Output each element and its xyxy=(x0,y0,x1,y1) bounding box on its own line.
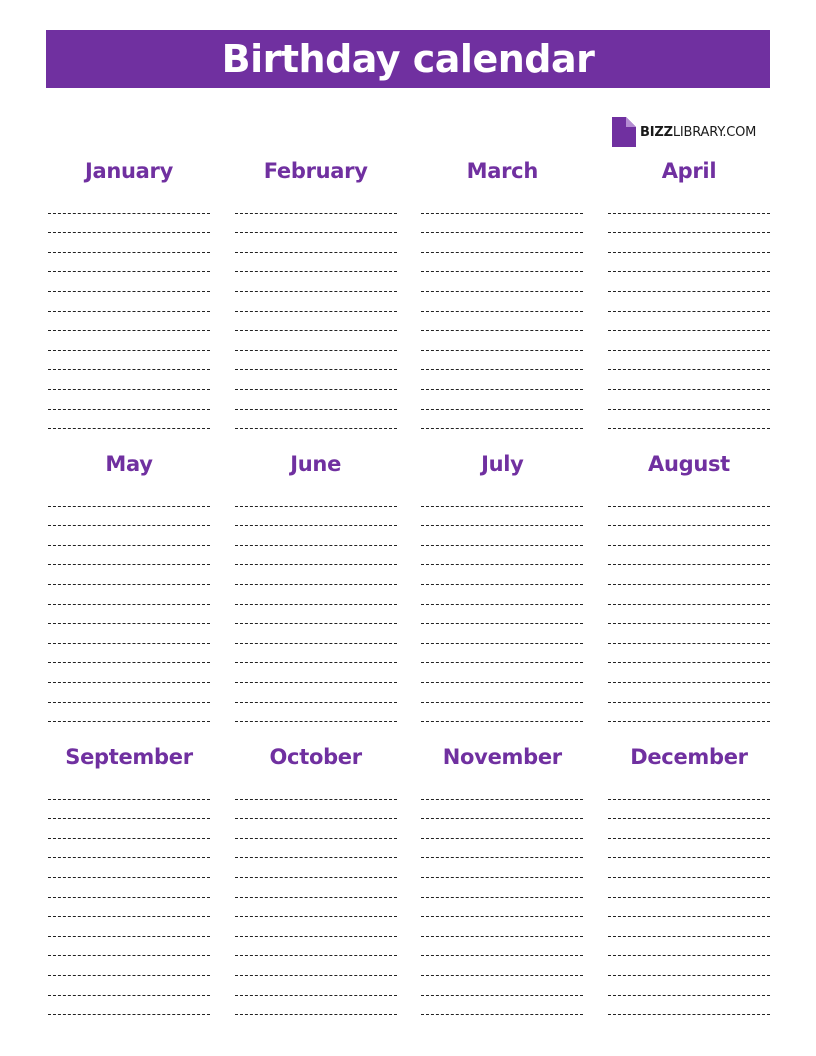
month-block-march xyxy=(421,152,583,445)
entry-line[interactable] xyxy=(48,585,210,605)
month-block-august xyxy=(608,445,770,738)
entry-lines xyxy=(48,194,210,429)
month-name: August xyxy=(648,452,730,476)
month-block-november xyxy=(421,738,583,1031)
entry-line[interactable] xyxy=(608,214,770,234)
entry-line[interactable] xyxy=(608,800,770,820)
month-name: March xyxy=(466,159,538,183)
entry-line[interactable] xyxy=(48,253,210,273)
entry-line[interactable] xyxy=(608,331,770,351)
entry-line[interactable] xyxy=(48,624,210,644)
entry-lines xyxy=(48,487,210,722)
entry-line[interactable] xyxy=(608,683,770,703)
brand-logo xyxy=(612,117,756,147)
entry-line[interactable] xyxy=(48,292,210,312)
entry-line[interactable] xyxy=(48,800,210,820)
entry-line[interactable] xyxy=(608,312,770,332)
entry-line[interactable] xyxy=(421,976,583,996)
month-name: September xyxy=(65,745,193,769)
entry-line[interactable] xyxy=(421,292,583,312)
entry-line[interactable] xyxy=(235,800,397,820)
entry-line[interactable] xyxy=(421,272,583,292)
entry-line[interactable] xyxy=(421,683,583,703)
title-banner xyxy=(46,30,770,88)
entry-line[interactable] xyxy=(421,214,583,234)
entry-line[interactable] xyxy=(235,390,397,410)
entry-line[interactable] xyxy=(421,956,583,976)
entry-line[interactable] xyxy=(608,976,770,996)
entry-line[interactable] xyxy=(48,976,210,996)
entry-line[interactable] xyxy=(608,624,770,644)
entry-line[interactable] xyxy=(608,507,770,527)
month-block-july xyxy=(421,445,583,738)
entry-lines xyxy=(421,487,583,722)
entry-line[interactable] xyxy=(235,976,397,996)
entry-line[interactable] xyxy=(48,644,210,664)
month-row xyxy=(48,738,770,1031)
entry-line[interactable] xyxy=(235,605,397,625)
entry-line[interactable] xyxy=(608,858,770,878)
entry-line[interactable] xyxy=(235,546,397,566)
page-title: Birthday calendar xyxy=(221,37,595,81)
entry-line[interactable] xyxy=(235,956,397,976)
entry-line[interactable] xyxy=(421,253,583,273)
entry-line[interactable] xyxy=(608,956,770,976)
entry-line[interactable] xyxy=(235,292,397,312)
entry-line[interactable] xyxy=(421,858,583,878)
entry-line[interactable] xyxy=(608,565,770,585)
month-name: October xyxy=(269,745,362,769)
entry-line[interactable] xyxy=(608,487,770,507)
entry-lines xyxy=(608,487,770,722)
entry-line[interactable] xyxy=(608,644,770,664)
entry-line[interactable] xyxy=(48,663,210,683)
entry-line[interactable] xyxy=(235,917,397,937)
month-name: December xyxy=(630,745,748,769)
entry-line[interactable] xyxy=(608,194,770,214)
entry-line[interactable] xyxy=(421,312,583,332)
entry-line[interactable] xyxy=(608,272,770,292)
entry-line[interactable] xyxy=(48,898,210,918)
entry-line[interactable] xyxy=(48,546,210,566)
entry-lines xyxy=(608,780,770,1015)
entry-line[interactable] xyxy=(235,819,397,839)
entry-line[interactable] xyxy=(235,780,397,800)
entry-line[interactable] xyxy=(48,370,210,390)
month-name: February xyxy=(263,159,368,183)
entry-line[interactable] xyxy=(421,878,583,898)
entry-line[interactable] xyxy=(421,585,583,605)
entry-line[interactable] xyxy=(608,370,770,390)
entry-lines xyxy=(235,780,397,1015)
entry-line[interactable] xyxy=(48,487,210,507)
entry-line[interactable] xyxy=(235,351,397,371)
entry-line[interactable] xyxy=(608,819,770,839)
month-name: June xyxy=(290,452,342,476)
entry-line[interactable] xyxy=(421,194,583,214)
entry-line[interactable] xyxy=(421,644,583,664)
entry-line[interactable] xyxy=(608,663,770,683)
entry-line[interactable] xyxy=(235,839,397,859)
entry-line[interactable] xyxy=(48,526,210,546)
entry-line[interactable] xyxy=(48,272,210,292)
month-block-october xyxy=(235,738,397,1031)
entry-line[interactable] xyxy=(421,351,583,371)
entry-line[interactable] xyxy=(421,370,583,390)
entry-line[interactable] xyxy=(421,487,583,507)
entry-line[interactable] xyxy=(235,624,397,644)
entry-line[interactable] xyxy=(421,507,583,527)
entry-lines xyxy=(235,194,397,429)
entry-line[interactable] xyxy=(235,878,397,898)
entry-line[interactable] xyxy=(421,605,583,625)
entry-line[interactable] xyxy=(48,331,210,351)
month-name: January xyxy=(84,159,173,183)
entry-line[interactable] xyxy=(48,996,210,1016)
entry-line[interactable] xyxy=(235,663,397,683)
entry-line[interactable] xyxy=(608,526,770,546)
entry-line[interactable] xyxy=(421,546,583,566)
entry-line[interactable] xyxy=(48,917,210,937)
entry-line[interactable] xyxy=(608,585,770,605)
entry-line[interactable] xyxy=(421,565,583,585)
entry-line[interactable] xyxy=(235,272,397,292)
month-block-april xyxy=(608,152,770,445)
entry-line[interactable] xyxy=(48,937,210,957)
entry-line[interactable] xyxy=(235,331,397,351)
entry-line[interactable] xyxy=(421,390,583,410)
entry-line[interactable] xyxy=(48,390,210,410)
month-row xyxy=(48,445,770,738)
entry-line[interactable] xyxy=(421,624,583,644)
entry-lines xyxy=(421,780,583,1015)
entry-line[interactable] xyxy=(421,800,583,820)
entry-line[interactable] xyxy=(608,233,770,253)
entry-line[interactable] xyxy=(608,878,770,898)
entry-line[interactable] xyxy=(48,565,210,585)
brand-name-light: LIBRARY.COM xyxy=(672,124,757,140)
month-block-january xyxy=(48,152,210,445)
entry-line[interactable] xyxy=(235,233,397,253)
entry-line[interactable] xyxy=(421,410,583,430)
entry-line[interactable] xyxy=(608,898,770,918)
entry-line[interactable] xyxy=(48,605,210,625)
entry-line[interactable] xyxy=(235,214,397,234)
entry-line[interactable] xyxy=(48,214,210,234)
month-name: November xyxy=(442,745,562,769)
entry-line[interactable] xyxy=(235,585,397,605)
month-name: May xyxy=(105,452,153,476)
entry-line[interactable] xyxy=(235,410,397,430)
entry-line[interactable] xyxy=(608,546,770,566)
entry-line[interactable] xyxy=(608,292,770,312)
entry-line[interactable] xyxy=(608,917,770,937)
month-block-june xyxy=(235,445,397,738)
entry-lines xyxy=(48,780,210,1015)
entry-line[interactable] xyxy=(235,253,397,273)
entry-line[interactable] xyxy=(608,703,770,723)
entry-line[interactable] xyxy=(421,663,583,683)
entry-line[interactable] xyxy=(421,917,583,937)
entry-line[interactable] xyxy=(235,644,397,664)
entry-line[interactable] xyxy=(235,487,397,507)
entry-line[interactable] xyxy=(608,410,770,430)
entry-line[interactable] xyxy=(608,996,770,1016)
entry-line[interactable] xyxy=(235,937,397,957)
entry-line[interactable] xyxy=(48,507,210,527)
entry-line[interactable] xyxy=(421,233,583,253)
entry-line[interactable] xyxy=(48,312,210,332)
entry-line[interactable] xyxy=(235,312,397,332)
entry-line[interactable] xyxy=(235,996,397,1016)
entry-line[interactable] xyxy=(421,526,583,546)
entry-line[interactable] xyxy=(421,937,583,957)
month-name: July xyxy=(481,452,524,476)
entry-line[interactable] xyxy=(48,956,210,976)
entry-line[interactable] xyxy=(48,194,210,214)
entry-line[interactable] xyxy=(48,703,210,723)
entry-line[interactable] xyxy=(235,565,397,585)
entry-line[interactable] xyxy=(235,858,397,878)
month-name: April xyxy=(661,159,717,183)
month-block-may xyxy=(48,445,210,738)
entry-line[interactable] xyxy=(235,703,397,723)
entry-line[interactable] xyxy=(48,819,210,839)
entry-line[interactable] xyxy=(235,370,397,390)
entry-line[interactable] xyxy=(608,351,770,371)
entry-line[interactable] xyxy=(421,780,583,800)
entry-line[interactable] xyxy=(421,898,583,918)
entry-line[interactable] xyxy=(608,780,770,800)
month-block-september xyxy=(48,738,210,1031)
entry-lines xyxy=(608,194,770,429)
entry-line[interactable] xyxy=(608,605,770,625)
entry-line[interactable] xyxy=(608,839,770,859)
entry-line[interactable] xyxy=(608,253,770,273)
brand-name xyxy=(640,125,756,140)
month-block-december xyxy=(608,738,770,1031)
entry-line[interactable] xyxy=(48,858,210,878)
entry-line[interactable] xyxy=(235,194,397,214)
entry-line[interactable] xyxy=(48,780,210,800)
brand-name-bold: BIZZ xyxy=(640,124,673,140)
entry-line[interactable] xyxy=(48,233,210,253)
entry-line[interactable] xyxy=(48,878,210,898)
month-row xyxy=(48,152,770,445)
entry-line[interactable] xyxy=(421,819,583,839)
entry-lines xyxy=(235,487,397,722)
entry-line[interactable] xyxy=(421,703,583,723)
month-grid xyxy=(48,152,770,1031)
entry-line[interactable] xyxy=(421,331,583,351)
month-block-february xyxy=(235,152,397,445)
entry-lines xyxy=(421,194,583,429)
document-icon xyxy=(612,117,636,147)
entry-line[interactable] xyxy=(235,683,397,703)
entry-line[interactable] xyxy=(48,683,210,703)
entry-line[interactable] xyxy=(421,996,583,1016)
entry-line[interactable] xyxy=(235,898,397,918)
entry-line[interactable] xyxy=(48,410,210,430)
entry-line[interactable] xyxy=(48,839,210,859)
entry-line[interactable] xyxy=(235,507,397,527)
entry-line[interactable] xyxy=(235,526,397,546)
entry-line[interactable] xyxy=(608,390,770,410)
entry-line[interactable] xyxy=(48,351,210,371)
entry-line[interactable] xyxy=(608,937,770,957)
entry-line[interactable] xyxy=(421,839,583,859)
